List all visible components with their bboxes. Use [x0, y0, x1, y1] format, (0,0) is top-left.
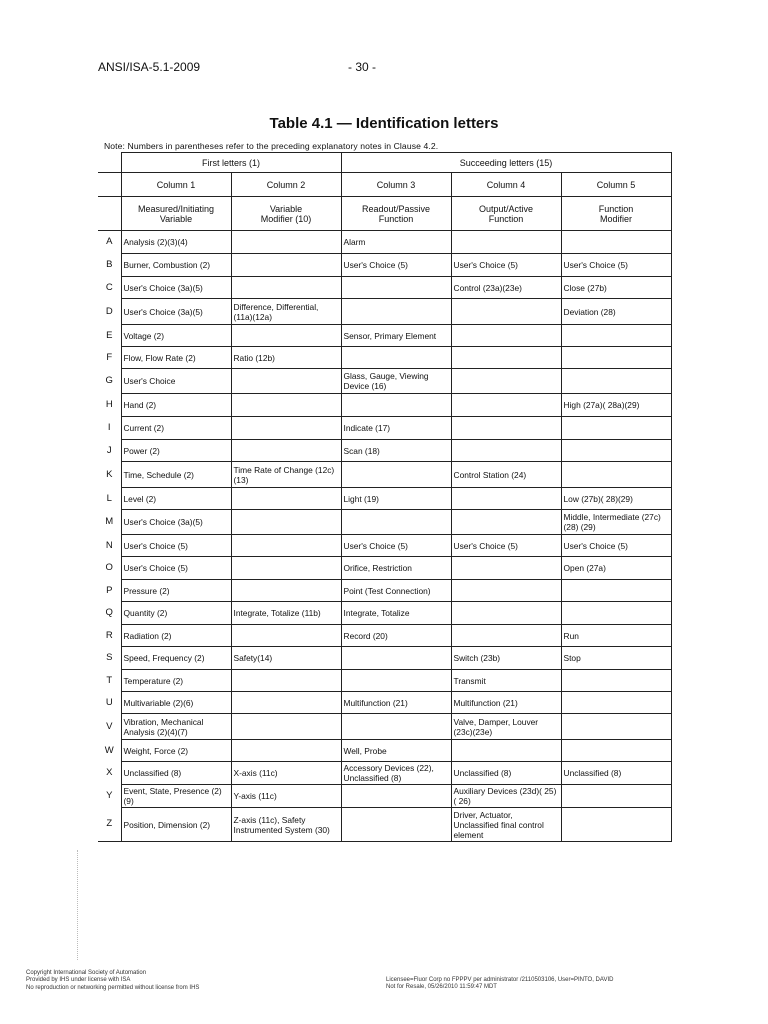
table-row [98, 762, 671, 785]
row-letter: S [98, 647, 121, 670]
cell-column-4: Auxiliary Devices (23d)( 25)( 26) [451, 785, 561, 808]
cell-column-2 [231, 692, 341, 714]
cell-column-5 [561, 808, 671, 842]
row-letter: F [98, 347, 121, 369]
row-letter: Z [98, 808, 121, 842]
cell-column-4: Unclassified (8) [451, 762, 561, 785]
cell-column-4 [451, 299, 561, 325]
succeeding-letters-header: Succeeding letters (15) [341, 153, 671, 173]
cell-column-3: Light (19) [341, 488, 451, 510]
row-letter: L [98, 488, 121, 510]
column-header: Column 1 [121, 173, 231, 197]
table-row [98, 462, 671, 488]
cell-column-4 [451, 347, 561, 369]
cell-column-2 [231, 510, 341, 535]
table-row [98, 440, 671, 462]
cell-column-1: Quantity (2) [121, 602, 231, 625]
row-letter: W [98, 740, 121, 762]
cell-column-5: Low (27b)( 28)(29) [561, 488, 671, 510]
cell-column-5: User's Choice (5) [561, 254, 671, 277]
row-letter: V [98, 714, 121, 740]
cell-column-1: User's Choice (5) [121, 535, 231, 557]
cell-column-5 [561, 231, 671, 254]
cell-column-4 [451, 625, 561, 647]
cell-column-5 [561, 740, 671, 762]
document-id: ANSI/ISA-5.1-2009 [98, 60, 201, 74]
table-title: Table 4.1 — Identification letters [269, 115, 499, 132]
cell-column-4: Multifunction (21) [451, 692, 561, 714]
cell-column-2 [231, 231, 341, 254]
column-subheader: Function Modifier [561, 197, 671, 231]
cell-column-4 [451, 369, 561, 394]
table-row [98, 740, 671, 762]
row-letter: M [98, 510, 121, 535]
cell-column-2: Ratio (12b) [231, 347, 341, 369]
cell-column-1: User's Choice (3a)(5) [121, 510, 231, 535]
cell-column-3 [341, 670, 451, 692]
cell-column-3: Sensor, Primary Element [341, 325, 451, 347]
table-row [98, 714, 671, 740]
footer-license: Licensee=Fluor Corp no FPPPV per administrator /2110503106, User=PINTO, DAVID Not for Resale, 05/26/2010 11:59:47 MDT [386, 977, 614, 991]
column-header: Column 2 [231, 173, 341, 197]
cell-column-2 [231, 440, 341, 462]
row-letter: C [98, 277, 121, 299]
cell-column-1: User's Choice (3a)(5) [121, 299, 231, 325]
cell-column-3 [341, 277, 451, 299]
margin-marks [77, 850, 80, 960]
row-letter: X [98, 762, 121, 785]
row-letter: O [98, 557, 121, 580]
table-body [98, 231, 671, 842]
cell-column-2 [231, 714, 341, 740]
cell-column-1: Flow, Flow Rate (2) [121, 347, 231, 369]
cell-column-4 [451, 510, 561, 535]
cell-column-2: Integrate, Totalize (11b) [231, 602, 341, 625]
cell-column-2 [231, 277, 341, 299]
identification-letters-table [98, 152, 672, 842]
table-row [98, 510, 671, 535]
row-letter: N [98, 535, 121, 557]
cell-column-2: Time Rate of Change (12c)(13) [231, 462, 341, 488]
table-row [98, 785, 671, 808]
cell-column-5 [561, 785, 671, 808]
cell-column-4: Control (23a)(23e) [451, 277, 561, 299]
row-letter: K [98, 462, 121, 488]
table-row [98, 580, 671, 602]
cell-column-5: Deviation (28) [561, 299, 671, 325]
cell-column-3: Scan (18) [341, 440, 451, 462]
row-letter: Q [98, 602, 121, 625]
table-row [98, 625, 671, 647]
cell-column-4: Driver, Actuator, Unclassified final control element [451, 808, 561, 842]
cell-column-1: Analysis (2)(3)(4) [121, 231, 231, 254]
cell-column-4: Control Station (24) [451, 462, 561, 488]
cell-column-4 [451, 580, 561, 602]
cell-column-1: User's Choice (3a)(5) [121, 277, 231, 299]
cell-column-1: Speed, Frequency (2) [121, 647, 231, 670]
cell-column-4: Transmit [451, 670, 561, 692]
corner-cell [98, 197, 121, 231]
corner-cell [98, 153, 121, 173]
cell-column-3: User's Choice (5) [341, 254, 451, 277]
cell-column-1: Temperature (2) [121, 670, 231, 692]
table-row [98, 488, 671, 510]
cell-column-2 [231, 325, 341, 347]
cell-column-3: User's Choice (5) [341, 535, 451, 557]
cell-column-4 [451, 488, 561, 510]
row-letter: B [98, 254, 121, 277]
cell-column-5 [561, 714, 671, 740]
cell-column-1: Burner, Combustion (2) [121, 254, 231, 277]
cell-column-4: Valve, Damper, Louver (23c)(23e) [451, 714, 561, 740]
cell-column-5 [561, 369, 671, 394]
cell-column-1: Time, Schedule (2) [121, 462, 231, 488]
cell-column-2 [231, 488, 341, 510]
corner-cell [98, 173, 121, 197]
table-row [98, 369, 671, 394]
cell-column-1: Event, State, Presence (2)(9) [121, 785, 231, 808]
table-row [98, 647, 671, 670]
table-row [98, 325, 671, 347]
row-letter: D [98, 299, 121, 325]
table-row [98, 277, 671, 299]
cell-column-3: Multifunction (21) [341, 692, 451, 714]
table-row [98, 808, 671, 842]
cell-column-5: High (27a)( 28a)(29) [561, 394, 671, 417]
cell-column-3 [341, 394, 451, 417]
cell-column-1: User's Choice (5) [121, 557, 231, 580]
column-header: Column 3 [341, 173, 451, 197]
cell-column-4 [451, 325, 561, 347]
row-letter: A [98, 231, 121, 254]
cell-column-2: Difference, Differential, (11a)(12a) [231, 299, 341, 325]
cell-column-5 [561, 417, 671, 440]
cell-column-5 [561, 602, 671, 625]
cell-column-2 [231, 557, 341, 580]
table-row [98, 347, 671, 369]
table-row [98, 299, 671, 325]
row-letter: G [98, 369, 121, 394]
cell-column-1: Voltage (2) [121, 325, 231, 347]
cell-column-5 [561, 440, 671, 462]
row-letter: E [98, 325, 121, 347]
cell-column-3: Accessory Devices (22), Unclassified (8) [341, 762, 451, 785]
row-letter: Y [98, 785, 121, 808]
cell-column-1: User's Choice [121, 369, 231, 394]
table-row [98, 394, 671, 417]
cell-column-4 [451, 417, 561, 440]
cell-column-5 [561, 347, 671, 369]
cell-column-5: Run [561, 625, 671, 647]
cell-column-3 [341, 347, 451, 369]
cell-column-3 [341, 808, 451, 842]
cell-column-4 [451, 231, 561, 254]
table-row [98, 535, 671, 557]
cell-column-2: Safety(14) [231, 647, 341, 670]
cell-column-1: Pressure (2) [121, 580, 231, 602]
cell-column-5: Middle, Intermediate (27c)(28) (29) [561, 510, 671, 535]
cell-column-2 [231, 580, 341, 602]
row-letter: I [98, 417, 121, 440]
cell-column-2 [231, 625, 341, 647]
cell-column-1: Power (2) [121, 440, 231, 462]
cell-column-5: Unclassified (8) [561, 762, 671, 785]
cell-column-5: Close (27b) [561, 277, 671, 299]
table-row [98, 231, 671, 254]
cell-column-3: Glass, Gauge, Viewing Device (16) [341, 369, 451, 394]
cell-column-2 [231, 394, 341, 417]
cell-column-4 [451, 440, 561, 462]
cell-column-3 [341, 647, 451, 670]
cell-column-4: User's Choice (5) [451, 535, 561, 557]
cell-column-4: Switch (23b) [451, 647, 561, 670]
column-subheader: Readout/Passive Function [341, 197, 451, 231]
row-letter: H [98, 394, 121, 417]
column-header: Column 4 [451, 173, 561, 197]
cell-column-5 [561, 462, 671, 488]
cell-column-5 [561, 325, 671, 347]
cell-column-5: User's Choice (5) [561, 535, 671, 557]
cell-column-4 [451, 602, 561, 625]
table-row [98, 602, 671, 625]
column-subheader: Measured/Initiating Variable [121, 197, 231, 231]
row-letter: T [98, 670, 121, 692]
table-row [98, 692, 671, 714]
cell-column-5: Stop [561, 647, 671, 670]
cell-column-3: Indicate (17) [341, 417, 451, 440]
table-row [98, 670, 671, 692]
cell-column-1: Current (2) [121, 417, 231, 440]
cell-column-3: Integrate, Totalize [341, 602, 451, 625]
cell-column-3 [341, 785, 451, 808]
cell-column-1: Position, Dimension (2) [121, 808, 231, 842]
cell-column-3 [341, 510, 451, 535]
cell-column-1: Level (2) [121, 488, 231, 510]
cell-column-5 [561, 580, 671, 602]
table-note: Note: Numbers in parentheses refer to the preceding explanatory notes in Clause 4.2. [104, 141, 439, 151]
cell-column-4 [451, 557, 561, 580]
table-row [98, 557, 671, 580]
row-letter: P [98, 580, 121, 602]
cell-column-3 [341, 462, 451, 488]
row-letter: U [98, 692, 121, 714]
table-row [98, 254, 671, 277]
cell-column-2: Z-axis (11c), Safety Instrumented System (30) [231, 808, 341, 842]
column-header: Column 5 [561, 173, 671, 197]
cell-column-3: Orifice, Restriction [341, 557, 451, 580]
row-letter: R [98, 625, 121, 647]
cell-column-5: Open (27a) [561, 557, 671, 580]
page-number: - 30 - [348, 60, 377, 74]
cell-column-1: Unclassified (8) [121, 762, 231, 785]
cell-column-5 [561, 692, 671, 714]
table-row [98, 417, 671, 440]
cell-column-4 [451, 740, 561, 762]
footer-copyright: Copyright International Society of Automation Provided by IHS under license with ISA No reproduction or networking permitted without license from IHS [26, 970, 200, 991]
cell-column-1: Radiation (2) [121, 625, 231, 647]
row-letter: J [98, 440, 121, 462]
cell-column-1: Weight, Force (2) [121, 740, 231, 762]
column-subheader: Variable Modifier (10) [231, 197, 341, 231]
cell-column-5 [561, 670, 671, 692]
column-subheader: Output/Active Function [451, 197, 561, 231]
cell-column-1: Hand (2) [121, 394, 231, 417]
cell-column-2 [231, 417, 341, 440]
cell-column-1: Vibration, Mechanical Analysis (2)(4)(7) [121, 714, 231, 740]
cell-column-3 [341, 714, 451, 740]
cell-column-3: Alarm [341, 231, 451, 254]
cell-column-3: Well, Probe [341, 740, 451, 762]
cell-column-3 [341, 299, 451, 325]
cell-column-1: Multivariable (2)(6) [121, 692, 231, 714]
cell-column-2 [231, 740, 341, 762]
cell-column-3: Record (20) [341, 625, 451, 647]
cell-column-2 [231, 369, 341, 394]
cell-column-4 [451, 394, 561, 417]
cell-column-2: X-axis (11c) [231, 762, 341, 785]
cell-column-2: Y-axis (11c) [231, 785, 341, 808]
cell-column-4: User's Choice (5) [451, 254, 561, 277]
cell-column-2 [231, 535, 341, 557]
cell-column-3: Point (Test Connection) [341, 580, 451, 602]
cell-column-2 [231, 670, 341, 692]
first-letters-header: First letters (1) [121, 153, 341, 173]
cell-column-2 [231, 254, 341, 277]
